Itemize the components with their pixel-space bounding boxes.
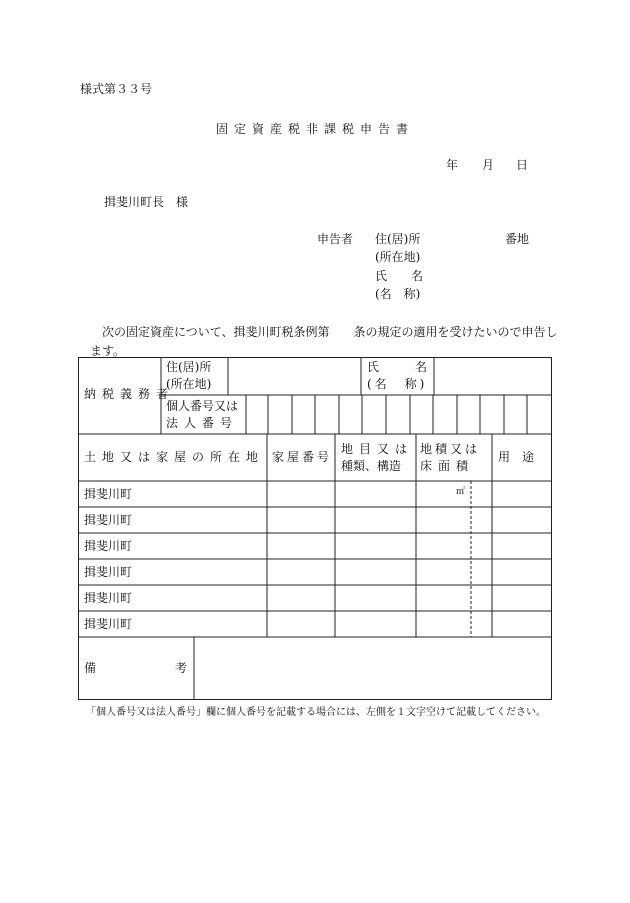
footnote: 「個人番号又は法人番号」欄に個人番号を記載する場合には、左側を１文字空けて記載してください。 xyxy=(86,707,546,718)
remarks-label-char-1: 備 xyxy=(84,661,97,675)
row-4-town: 揖斐川町 xyxy=(84,565,133,579)
column-header-type-line-2: 種類、構造 xyxy=(341,459,402,473)
remarks-label-char-2: 考 xyxy=(175,661,188,675)
taxpayer-address-label: 住(居)所 xyxy=(166,360,212,374)
row-1-town: 揖斐川町 xyxy=(84,487,133,501)
taxpayer-id-label-line-2: 法人番号 xyxy=(166,416,239,430)
row-1-area-unit: ㎡ xyxy=(456,487,466,497)
declarant-location-label: (所在地) xyxy=(375,250,421,264)
document-title: 固定資産税非課税申告書 xyxy=(215,122,414,136)
row-6-town: 揖斐川町 xyxy=(84,617,133,631)
taxpayer-title-label: (名 称) xyxy=(367,377,428,391)
date-year-label: 年 xyxy=(446,158,459,172)
table-grid-lines xyxy=(78,357,552,700)
taxpayer-name-label: 氏 名 xyxy=(367,360,428,374)
declarant-label: 申告者 xyxy=(317,232,354,246)
column-header-type-line-1: 地目又は xyxy=(341,442,414,456)
intro-text-line-1: 次の固定資産について、揖斐川町税条例第 条の規定の適用を受けたいので申告し xyxy=(102,325,558,339)
declaration-table xyxy=(78,357,552,700)
declarant-name-label: 氏 名 xyxy=(375,269,424,283)
row-2-town: 揖斐川町 xyxy=(84,513,133,527)
column-header-area-line-1: 地積又は xyxy=(420,442,481,456)
taxpayer-section-label: 納税義務者 xyxy=(84,387,175,401)
intro-text-line-2: ます。 xyxy=(90,344,126,358)
declarant-address-label: 住(居)所 xyxy=(375,232,421,246)
column-header-location: 土地又は家屋の所在地 xyxy=(84,450,265,464)
addressee: 揖斐川町長 様 xyxy=(104,195,189,209)
date-month-label: 月 xyxy=(482,158,495,172)
row-5-town: 揖斐川町 xyxy=(84,591,133,605)
date-day-label: 日 xyxy=(516,158,529,172)
taxpayer-location-label: (所在地) xyxy=(166,377,212,391)
column-header-house-number: 家屋番号 xyxy=(272,450,333,464)
column-header-use: 用 途 xyxy=(498,450,535,464)
form-number: 様式第３３号 xyxy=(80,82,153,96)
declarant-banchi-label: 番地 xyxy=(505,232,530,246)
taxpayer-id-label-line-1: 個人番号又は xyxy=(166,399,239,413)
declarant-title-label: (名 称) xyxy=(375,287,421,301)
row-3-town: 揖斐川町 xyxy=(84,539,133,553)
column-header-area-line-2: 床面積 xyxy=(420,459,475,473)
